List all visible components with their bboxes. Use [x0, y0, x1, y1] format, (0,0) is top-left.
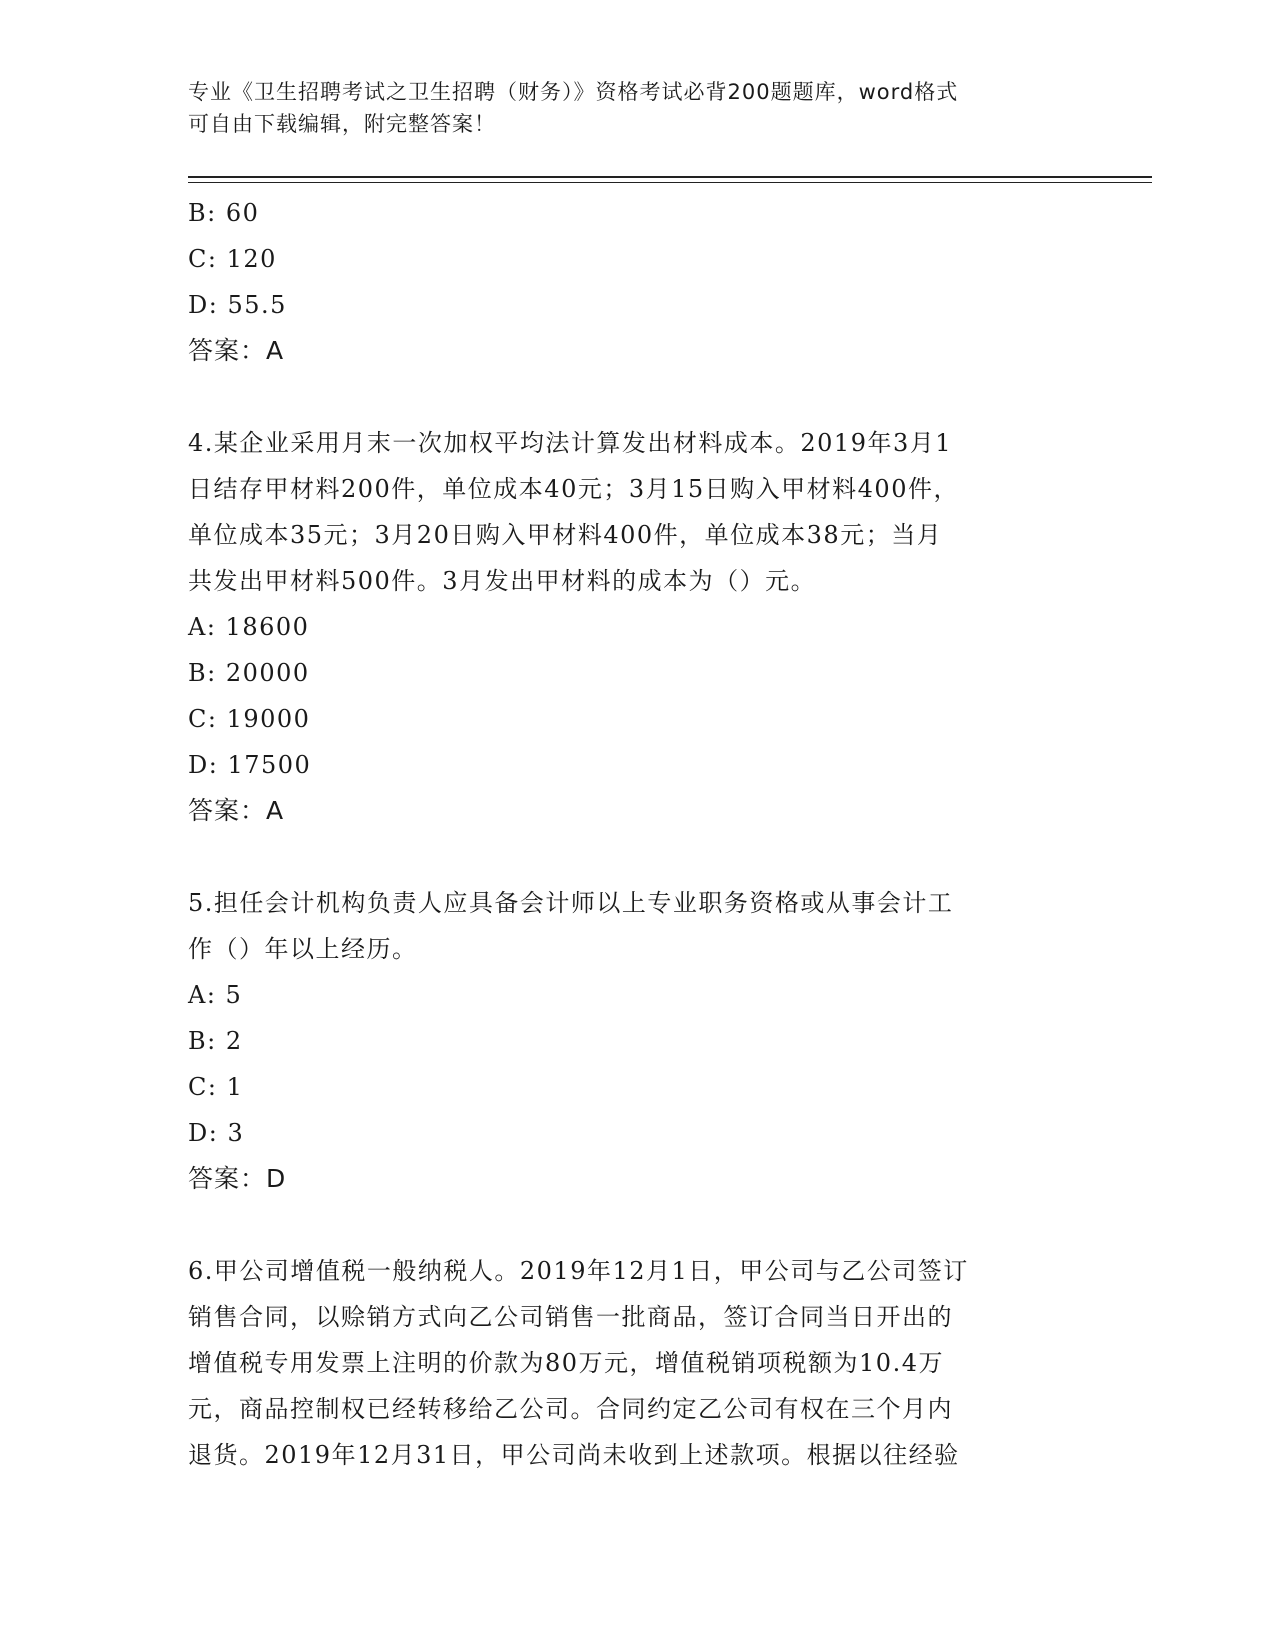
option-a: A: 18600 — [188, 613, 310, 641]
answer: 答案：D — [188, 1164, 287, 1193]
header-rule-thin — [188, 182, 1152, 183]
spacer — [188, 1202, 1088, 1248]
option-a: A: 5 — [188, 981, 243, 1009]
question-4 — [188, 420, 1088, 834]
option-c: C: 1 — [188, 1073, 244, 1101]
option-b: B: 2 — [188, 1027, 243, 1055]
question-3-continued — [188, 190, 1088, 374]
option-c: C: 120 — [188, 245, 277, 273]
option-c: C: 19000 — [188, 705, 311, 733]
option-d: D: 17500 — [188, 751, 312, 779]
header-line-2: 可自由下载编辑，附完整答案！ — [188, 112, 496, 136]
question-text-line: 作（）年以上经历。 — [188, 935, 418, 963]
question-6 — [188, 1248, 1088, 1478]
question-text-line: 单位成本35元；3月20日购入甲材料400件，单位成本38元；当月 — [188, 521, 943, 549]
question-text-line: 日结存甲材料200件，单位成本40元；3月15日购入甲材料400件， — [188, 475, 959, 503]
document-header — [188, 76, 1068, 140]
header-rule-thick — [188, 176, 1152, 178]
header-line-1: 专业《卫生招聘考试之卫生招聘（财务）》资格考试必背200题题库，word格式 — [188, 80, 959, 104]
spacer — [188, 834, 1088, 880]
option-b: B: 20000 — [188, 659, 310, 687]
answer: 答案：A — [188, 336, 285, 365]
question-text-line: 4.某企业采用月末一次加权平均法计算发出材料成本。2019年3月1 — [188, 429, 953, 457]
question-5 — [188, 880, 1088, 1202]
question-text-line: 共发出甲材料500件。3月发出甲材料的成本为（）元。 — [188, 567, 817, 595]
question-text-line: 增值税专用发票上注明的价款为80万元，增值税销项税额为10.4万 — [188, 1349, 944, 1377]
option-b: B: 60 — [188, 199, 260, 227]
document-body — [188, 190, 1088, 1478]
answer: 答案：A — [188, 796, 285, 825]
question-text-line: 销售合同，以赊销方式向乙公司销售一批商品，签订合同当日开出的 — [188, 1303, 953, 1331]
question-text-line: 退货。2019年12月31日，甲公司尚未收到上述款项。根据以往经验 — [188, 1441, 960, 1469]
question-text-line: 元，商品控制权已经转移给乙公司。合同约定乙公司有权在三个月内 — [188, 1395, 953, 1423]
option-d: D: 3 — [188, 1119, 245, 1147]
option-d: D: 55.5 — [188, 291, 287, 319]
spacer — [188, 374, 1088, 420]
question-text-line: 5.担任会计机构负责人应具备会计师以上专业职务资格或从事会计工 — [188, 889, 954, 917]
question-text-line: 6.甲公司增值税一般纳税人。2019年12月1日，甲公司与乙公司签订 — [188, 1257, 969, 1285]
